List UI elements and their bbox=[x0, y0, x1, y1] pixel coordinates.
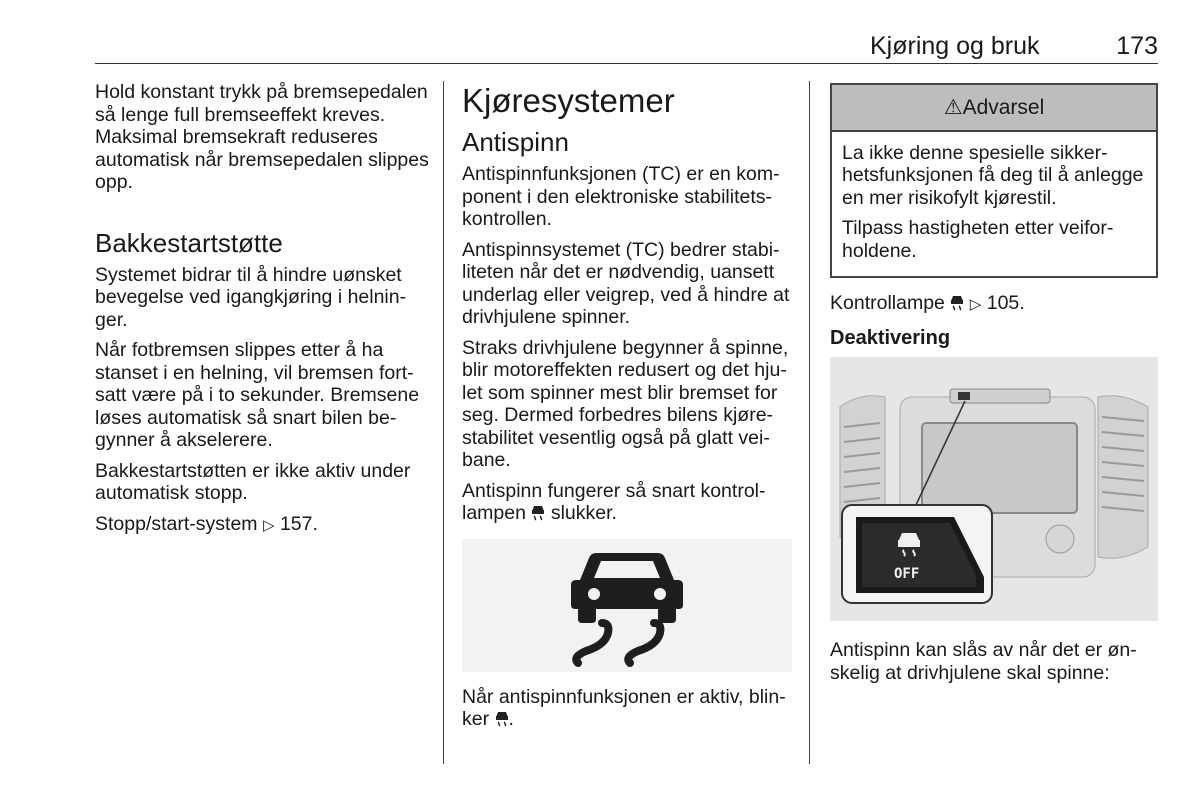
paragraph-text: Antispinn fungerer så snart kontrollampen bbox=[462, 479, 766, 524]
paragraph-text: . bbox=[508, 708, 514, 730]
traction-control-icon bbox=[950, 295, 964, 311]
column-3 bbox=[830, 81, 1158, 692]
warning-body bbox=[832, 132, 1156, 277]
running-head: Kjøring og bruk bbox=[870, 32, 1040, 60]
dashboard-photo bbox=[830, 357, 1158, 621]
dashboard-illustration bbox=[830, 357, 1158, 621]
warning-triangle-icon: ⚠ bbox=[943, 96, 963, 119]
traction-control-symbol-figure bbox=[462, 539, 792, 672]
paragraph: Antispinnfunksjonen (TC) er en komponent i den elektroniske stabilitetskontrollen. bbox=[462, 163, 780, 230]
chapter-title: Kjøresystemer bbox=[462, 82, 675, 119]
paragraph: Når fotbremsen slippes etter å ha stanset i en helning, vil bremsen fortsatt være på i to sekunder. Bremsene løses automatisk så snart bilen begynner å akselerere. bbox=[95, 339, 420, 451]
column-divider-1 bbox=[443, 81, 444, 764]
xref-page: 105. bbox=[986, 292, 1025, 314]
arrow-right-outline-icon: ▷ bbox=[969, 296, 982, 313]
traction-control-icon bbox=[531, 505, 545, 521]
paragraph: Antispinn kan slås av når det er ønskelig at drivhjulene skal spinne: bbox=[830, 639, 1137, 684]
warning-text: Tilpass hastigheten etter veiforholdene. bbox=[842, 217, 1114, 262]
page-number: 173 bbox=[1116, 32, 1158, 60]
paragraph bbox=[462, 686, 792, 731]
control-lamp-reference[interactable] bbox=[830, 292, 1158, 317]
traction-control-icon bbox=[495, 711, 509, 727]
column-2 bbox=[462, 81, 792, 739]
xref-page: 157. bbox=[279, 512, 318, 535]
paragraph bbox=[462, 480, 792, 525]
warning-title: Advarsel bbox=[962, 96, 1045, 119]
paragraph: Bakkestartstøtten er ikke aktiv under automatisk stopp. bbox=[95, 459, 411, 504]
paragraph: Hold konstant trykk på bremsepedalen så lenge full bremseeffekt kreves. Maksimal bremsekraft reduseres automatisk når bremsepedalen slippes opp. bbox=[95, 81, 429, 193]
paragraph: Systemet bidrar til å hindre uønsket bevegelse ved igangkjøring i helninger. bbox=[95, 263, 407, 331]
off-button-label: OFF bbox=[894, 566, 920, 582]
traction-control-icon bbox=[462, 539, 792, 672]
paragraph-text: Når antispinnfunksjonen er aktiv, blinker bbox=[462, 685, 786, 730]
header-rule bbox=[95, 63, 1158, 64]
paragraph-text: slukker. bbox=[550, 502, 617, 524]
warning-text: La ikke denne spesielle sikkerhetsfunksjonen få deg til å anlegge en mer risikofylt kjørestil. bbox=[842, 141, 1144, 209]
column-divider-2 bbox=[809, 81, 810, 764]
section-heading-antispinn: Antispinn bbox=[462, 127, 569, 157]
column-1 bbox=[95, 81, 430, 545]
xref-text: Kontrollampe bbox=[830, 292, 945, 314]
cross-reference[interactable] bbox=[95, 513, 430, 538]
section-heading-bakkestart: Bakkestartstøtte bbox=[95, 227, 283, 258]
subheading-deaktivering: Deaktivering bbox=[830, 326, 951, 349]
warning-box bbox=[830, 83, 1158, 278]
arrow-right-outline-icon: ▷ bbox=[262, 516, 275, 534]
xref-text: Stopp/start-system bbox=[95, 512, 258, 535]
paragraph: Antispinnsystemet (TC) bedrer stabiliteten når det er nødvendig, uansett underlag eller veigrep, ved å hindre at drivhjulene spinner. bbox=[462, 238, 790, 328]
paragraph: Straks drivhjulene begynner å spinne, blir motoreffekten redusert og det hjulet som spinner mest blir bremset for seg. Dermed forbedres bilens kjørestabilitet vesentlig også på glatt veibane. bbox=[462, 336, 789, 471]
warning-header bbox=[832, 85, 1156, 132]
